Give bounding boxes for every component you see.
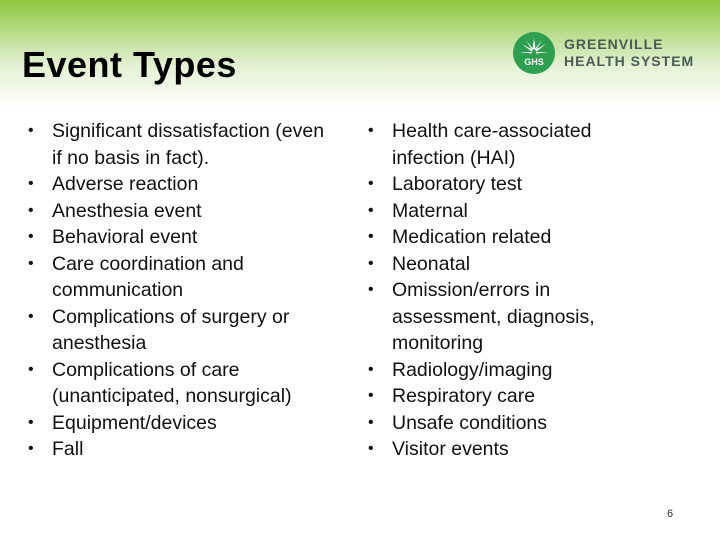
list-item: • Significant dissatisfaction (even if no basis in fact). bbox=[28, 118, 338, 171]
list-item: • Medication related bbox=[368, 224, 658, 251]
logo-line-2: HEALTH SYSTEM bbox=[564, 53, 695, 69]
list-item: • Neonatal bbox=[368, 251, 658, 278]
logo-badge-text: GHS bbox=[524, 57, 544, 67]
list-item: • Unsafe conditions bbox=[368, 410, 658, 437]
list-item: • Radiology/imaging bbox=[368, 357, 658, 384]
list-item: • Respiratory care bbox=[368, 383, 658, 410]
list-item: • Complications of care (unanticipated, nonsurgical) bbox=[28, 357, 338, 410]
page-number: 6 bbox=[667, 508, 674, 520]
logo-line-1: GREENVILLE bbox=[564, 36, 664, 52]
list-item: • Omission/errors in assessment, diagnosis, monitoring bbox=[368, 277, 658, 357]
list-item: • Behavioral event bbox=[28, 224, 338, 251]
list-item: • Maternal bbox=[368, 198, 658, 225]
list-item: • Complications of surgery or anesthesia bbox=[28, 304, 338, 357]
list-item: • Care coordination and communication bbox=[28, 251, 338, 304]
list-item: • Laboratory test bbox=[368, 171, 658, 198]
list-item: • Fall bbox=[28, 436, 338, 463]
greenville-health-system-logo bbox=[512, 26, 702, 80]
slide-title: Event Types bbox=[22, 44, 237, 85]
list-item: • Equipment/devices bbox=[28, 410, 338, 437]
list-item: • Health care-associated infection (HAI) bbox=[368, 118, 658, 171]
ghs-palm-logo-icon bbox=[512, 31, 556, 75]
list-item: • Visitor events bbox=[368, 436, 658, 463]
list-item: • Anesthesia event bbox=[28, 198, 338, 225]
list-item: • Adverse reaction bbox=[28, 171, 338, 198]
event-types-list-right bbox=[368, 118, 658, 463]
event-types-list-left bbox=[28, 118, 338, 463]
